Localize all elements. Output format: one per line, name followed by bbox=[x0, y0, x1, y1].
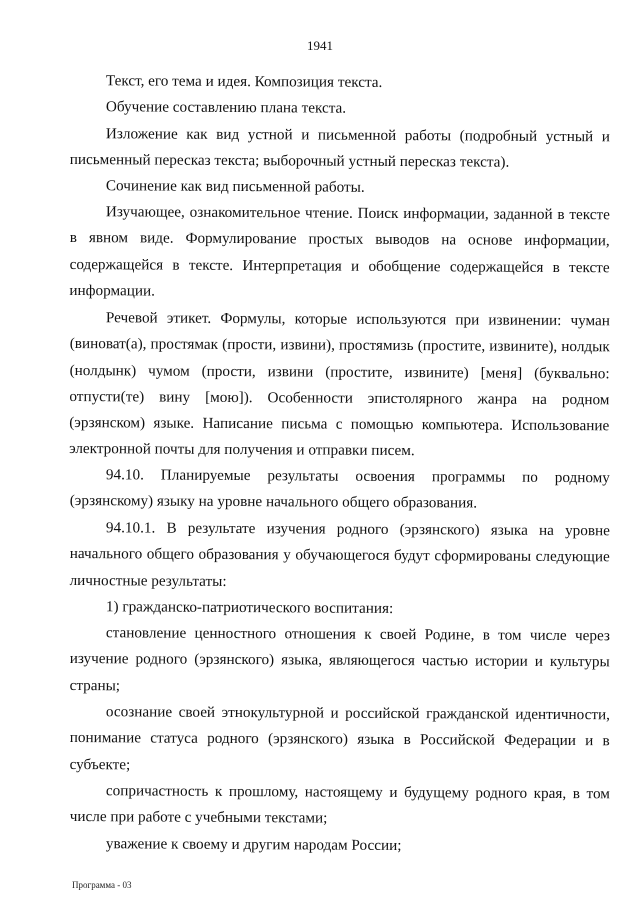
page-number: 1941 bbox=[307, 38, 333, 53]
paragraph-reading: Изучающее, ознакомительное чтение. Поиск информации, заданной в тексте в явном виде. Формулирование простых выводов на основе информации, содержащейся в тексте. Интерпретация и обобщение содержащейся в тексте информации. bbox=[69, 203, 610, 300]
paragraph-plan: Обучение составлению плана текста. bbox=[105, 98, 347, 117]
footer-label: Программа - 03 bbox=[72, 880, 132, 890]
paragraph-section-94-10: 94.10. Планируемые результаты освоения программы по родному (эрзянскому) языку на уровне начального общего образования. bbox=[69, 466, 610, 513]
paragraph-text-theme: Текст, его тема и идея. Композиция текста. bbox=[105, 72, 383, 91]
paragraph-section-94-10-1: 94.10.1. В результате изучения родного (эрзянского) языка на уровне начального общего образования у обучающегося будут сформированы следующие личностные результаты: bbox=[69, 519, 610, 590]
page-body bbox=[70, 68, 610, 857]
paragraph-respect: уважение к своему и другим народам России; bbox=[105, 834, 402, 854]
paragraph-identity: осознание своей этнокультурной и российской гражданской идентичности, понимание статуса родного (эрзянского) языка в Российской Федерации и в субъекте; bbox=[69, 703, 610, 774]
paragraph-region: сопричастность к прошлому, настоящему и будущему родного края, в том числе при работе с учебными текстами; bbox=[69, 782, 610, 827]
paragraph-essay: Сочинение как вид письменной работы. bbox=[105, 177, 365, 196]
paragraph-etiquette: Речевой этикет. Формулы, которые используются при извинении: чуман (виноват(а), простямак (прости, извини), простямизь (простите, извините), нолдык (нолдынк) чумом (прости, извини (простите, извините) [меня] (буквально: отпусти(те) вину [мою]). Особенности эпистолярного жанра на родном (эрзянском) языке. Написание письма с помощью компьютера. Использование электронной почты для получения и отправки писем. bbox=[69, 308, 610, 460]
paragraph-civic-heading: 1) гражданско-патриотического воспитания: bbox=[105, 598, 394, 617]
paragraph-retelling: Изложение как вид устной и письменной работы (подробный устный и письменный пересказ текста; выборочный устный пересказ текста). bbox=[69, 124, 610, 171]
paragraph-homeland: становление ценностного отношения к своей Родине, в том числе через изучение родного (эрзянского) языка, являющегося частью истории и культуры страны; bbox=[69, 624, 610, 695]
